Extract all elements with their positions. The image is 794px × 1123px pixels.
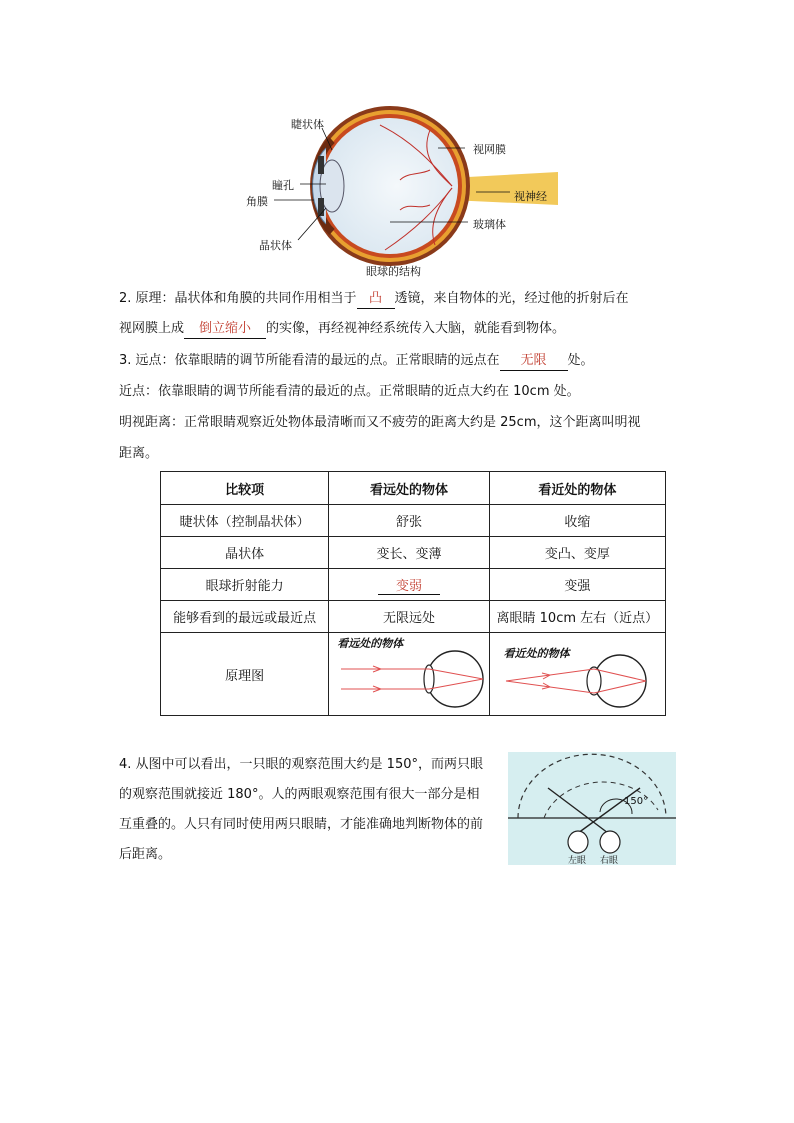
principle-line-1: 2. 原理：晶状体和角膜的共同作用相当于 凸 透镜，来自物体的光，经过他的折射后在	[119, 284, 679, 314]
parallel-rays	[341, 666, 483, 692]
angle-label: 150°	[624, 796, 649, 807]
answer-convex: 凸	[357, 290, 395, 309]
label-lens: 晶状体	[259, 239, 292, 252]
answer-inverted-reduced: 倒立缩小	[184, 320, 266, 339]
header-far: 看远处的物体	[329, 472, 489, 505]
header-item: 比较项	[161, 472, 329, 505]
label-vitreous: 玻璃体	[473, 218, 506, 231]
answer-infinity: 无限	[500, 352, 568, 371]
thick-lens-icon	[587, 667, 601, 695]
field-of-view-diagram	[508, 752, 676, 865]
label-ciliary-body: 睫状体	[291, 118, 324, 131]
diverging-rays	[506, 669, 646, 693]
left-eye-icon	[568, 831, 588, 853]
far-point-line: 3. 远点：依靠眼睛的调节所能看清的最远的点。正常眼睛的远点在 无限 处。	[119, 346, 679, 376]
field-of-view-figure	[508, 752, 676, 865]
header-near: 看近处的物体	[489, 472, 665, 505]
near-point-line: 近点：依靠眼睛的调节所能看清的最近的点。正常眼睛的近点大约在 10cm 处。	[119, 384, 580, 399]
field-of-view-paragraph: 4. 从图中可以看出，一只眼的观察范围大约是 150°，而两只眼的观察范围就接近 180°。人的两眼观察范围有很大一部分是相互重叠的。人只有同时使用两只眼睛，才能准确地判断物体的前后距离。	[119, 757, 484, 862]
table-row: 眼球折射能力 变弱 变强	[161, 569, 666, 601]
far-diagram-label: 看远处的物体	[337, 637, 404, 650]
near-diagram-cell	[489, 633, 665, 716]
far-vision-diagram	[333, 647, 485, 711]
label-pupil: 瞳孔	[272, 179, 294, 192]
near-vision-diagram	[504, 647, 656, 711]
clear-vision-line-2: 距离。	[119, 446, 159, 461]
table-row: 能够看到的最远或最近点 无限远处 离眼睛 10cm 左右（近点）	[161, 601, 666, 633]
principle-line-2: 视网膜上成 倒立缩小 的实像，再经视神经系统传入大脑，就能看到物体。	[119, 314, 679, 344]
right-eye-icon	[600, 831, 620, 853]
table-row: 睫状体（控制晶状体） 舒张 收缩	[161, 505, 666, 537]
label-cornea: 角膜	[246, 195, 268, 208]
answer-weaker: 变弱	[378, 579, 440, 595]
eye-structure-figure	[240, 100, 560, 285]
table-row: 晶状体 变长、变薄 变凸、变厚	[161, 537, 666, 569]
right-eye-label: 右眼	[600, 856, 619, 866]
label-optic-nerve: 视神经	[514, 190, 547, 203]
near-diagram-label: 看近处的物体	[503, 647, 570, 660]
eye-figure-caption: 眼球的结构	[366, 265, 421, 278]
clear-vision-line-1: 明视距离：正常眼睛观察近处物体最清晰而又不疲劳的距离大约是 25cm，这个距离叫明视	[119, 415, 641, 430]
left-eye-label: 左眼	[568, 856, 587, 866]
comparison-table	[160, 471, 666, 716]
label-retina: 视网膜	[473, 143, 506, 156]
far-diagram-cell	[329, 633, 489, 716]
table-row-diagram: 原理图 看远处的物体 看近处的物体	[161, 633, 666, 716]
table-header-row	[161, 472, 666, 505]
